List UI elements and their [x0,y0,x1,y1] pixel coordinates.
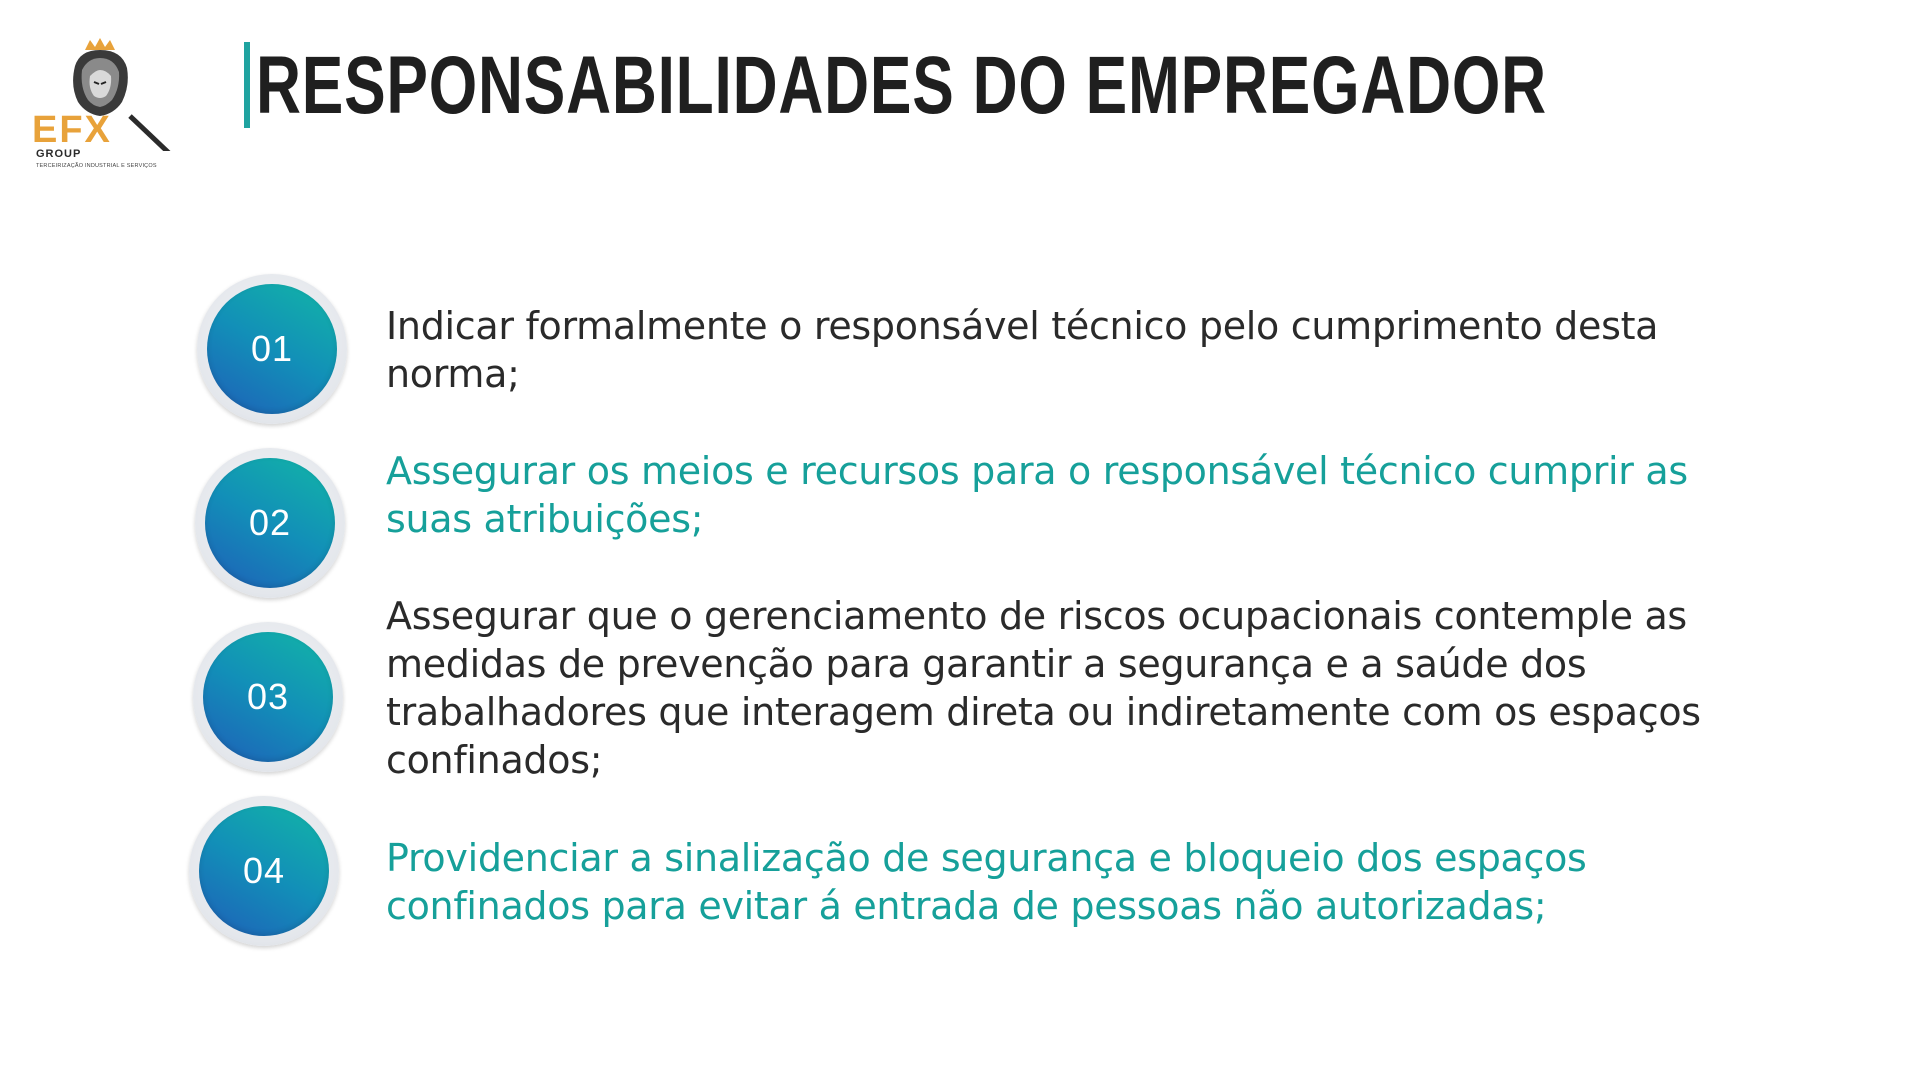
number-badge [197,274,347,424]
number-badge [189,796,339,946]
number-badge [195,448,345,598]
logo-group-text: GROUP [36,148,82,160]
item-text: Providenciar a sinalização de segurança e bloqueio dos espaços confinados para evitar á entrada de pessoas não autorizadas; [386,836,1587,928]
title-accent-bar [244,42,250,128]
page-title: RESPONSABILIDADES DO EMPREGADOR [256,40,1547,131]
svg-text:EFX: EFX [32,109,112,151]
badge-number: 01 [250,328,294,369]
badge-number: 03 [246,676,290,717]
number-badge [193,622,343,772]
item-text: Indicar formalmente o responsável técnico pelo cumprimento desta norma; [386,304,1659,396]
logo-tagline: TERCEIRIZAÇÃO INDUSTRIAL E SERVIÇOS [36,163,157,169]
item-text: Assegurar que o gerenciamento de riscos ocupacionais contemple as medidas de prevenção para garantir a segurança e a saúde dos trabalhadores que interagem direta ou indiretamente com os espaços confinados; [386,594,1701,782]
badge-number: 02 [248,502,292,543]
lion-crown-logo-icon [30,36,175,151]
badge-number: 04 [242,850,286,891]
item-text: Assegurar os meios e recursos para o responsável técnico cumprir as suas atribuições; [386,449,1688,541]
company-logo [30,36,175,176]
